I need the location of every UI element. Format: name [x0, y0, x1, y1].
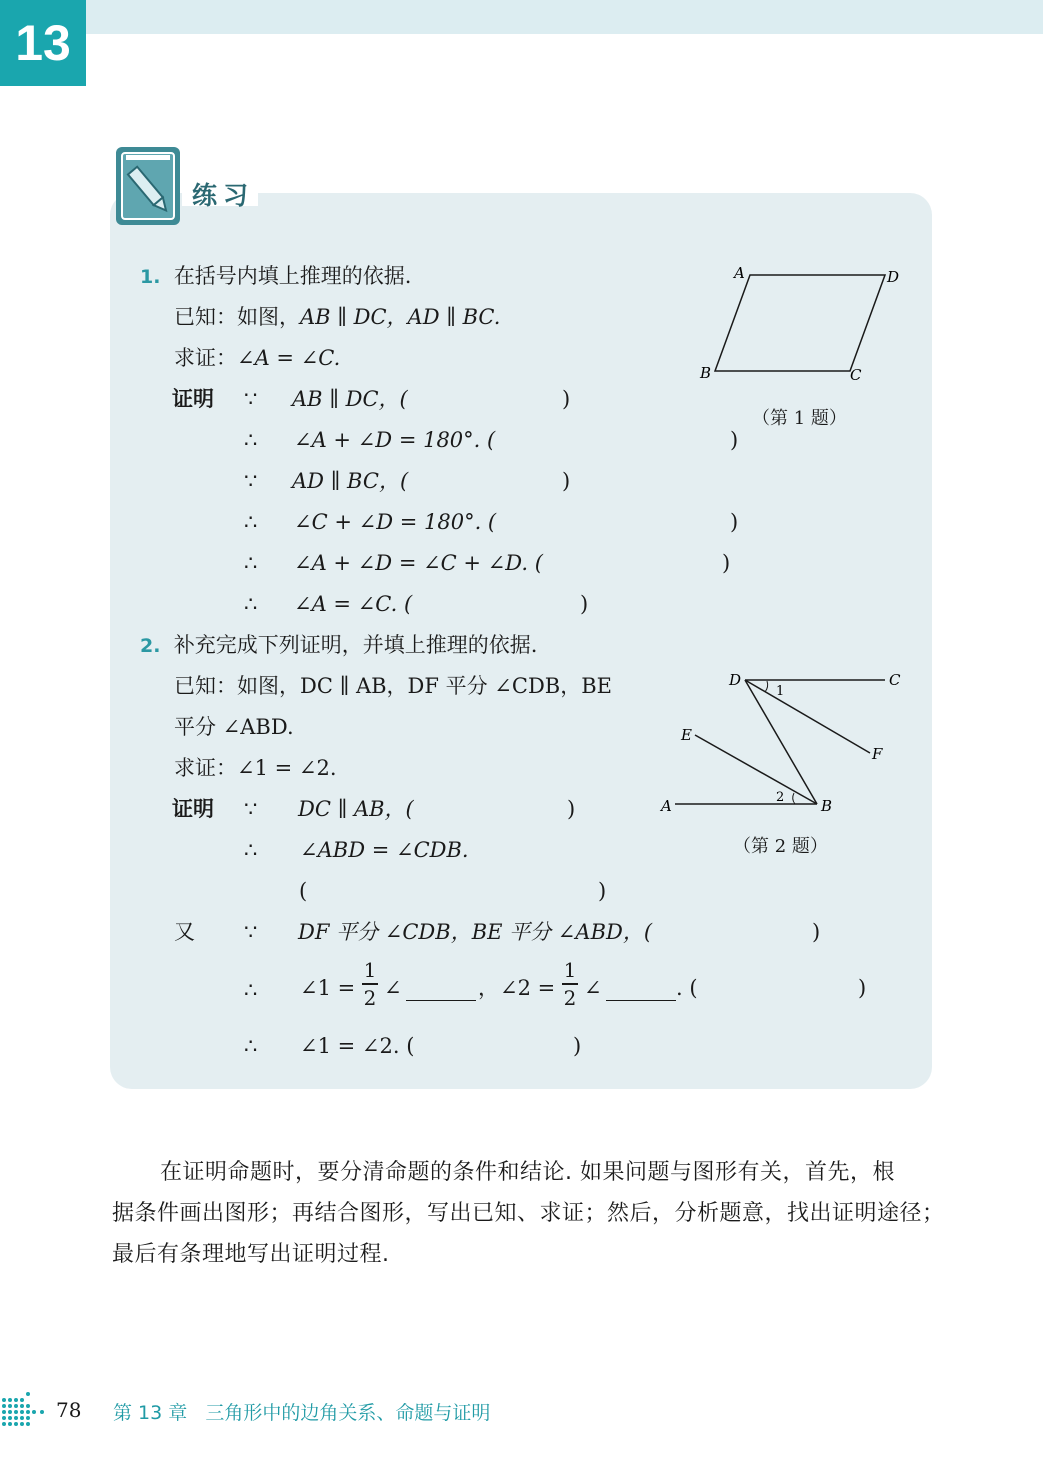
q1-because-3: ∵ — [244, 469, 258, 493]
q2-half-1-den: 2 — [363, 985, 377, 1010]
q1-number: 1. — [140, 266, 161, 288]
q2-step-1: DC ∥ AB，( — [298, 797, 414, 821]
q2-label-D: D — [729, 671, 742, 689]
q2-label-1: 1 — [776, 684, 785, 699]
q2-period-paren: . ( — [676, 976, 698, 1000]
q1-parallelogram — [715, 275, 885, 371]
q1-label-B: B — [700, 364, 712, 382]
q2-half-1-num: 1 — [363, 958, 377, 982]
q2-label-E: E — [681, 726, 692, 744]
q2-therefore-5: ∴ — [244, 978, 258, 1002]
q1-step-6: ∠A = ∠C. ( — [294, 592, 413, 616]
q1-label-D: D — [887, 268, 900, 286]
q2-therefore-6: ∴ — [244, 1034, 258, 1058]
q1-stem — [140, 264, 412, 289]
q2-half-2-num: 1 — [563, 958, 577, 982]
q2-close-6: ) — [573, 1034, 582, 1058]
q2-step-4: DF 平分 ∠CDB，BE 平分 ∠ABD，( — [298, 920, 653, 944]
pencil-notebook-icon — [114, 145, 184, 227]
paragraph-line-2: 据条件画出图形；再结合图形，写出已知、求证；然后，分析题意，找出证明途径； — [112, 1201, 945, 1226]
q1-prove — [174, 346, 340, 371]
q2-comma: ， — [478, 976, 499, 1000]
q1-step-5: ∠A + ∠D = ∠C + ∠D. ( — [294, 551, 543, 575]
q1-therefore-2: ∴ — [244, 428, 258, 452]
footer-dots-icon — [0, 1392, 48, 1428]
q2-line-DF — [745, 680, 870, 753]
q2-because-1: ∵ — [244, 797, 258, 821]
q2-given-line2: 平分 ∠ABD. — [174, 715, 294, 739]
q2-angle-sym-1: ∠ — [384, 976, 402, 1000]
q1-therefore-5: ∴ — [244, 551, 258, 575]
q2-given-line1: 已知：如图，DC ∥ AB，DF 平分 ∠CDB，BE — [174, 674, 613, 698]
q1-close-4: ) — [730, 510, 739, 534]
q1-close-5: ) — [722, 551, 731, 575]
q1-step-3: AD ∥ BC，( — [292, 469, 409, 493]
q1-because-1: ∵ — [244, 387, 258, 411]
q2-therefore-2: ∴ — [244, 838, 258, 862]
q1-given-expr: AB ∥ DC，AD ∥ BC. — [300, 305, 501, 329]
paragraph-line-1: 在证明命题时，要分清命题的条件和结论. 如果问题与图形有关，首先，根 — [160, 1160, 895, 1185]
q2-figure — [655, 665, 910, 825]
q1-parallelogram-figure — [690, 260, 920, 390]
q2-label-B: B — [821, 797, 833, 815]
q2-stem-text: 补充完成下列证明，并填上推理的依据. — [173, 633, 538, 657]
q2-stem — [140, 633, 538, 658]
q1-proof-label: 证明 — [172, 387, 214, 411]
q2-number: 2. — [140, 635, 161, 657]
q1-therefore-6: ∴ — [244, 592, 258, 616]
q1-given — [174, 305, 500, 330]
q2-also: 又 — [174, 920, 195, 944]
q2-proof-label: 证明 — [172, 797, 214, 821]
q2-line-BE — [695, 735, 817, 804]
q1-step-2: ∠A + ∠D = 180°. ( — [294, 428, 496, 452]
q2-half-2-bar — [562, 983, 578, 985]
q1-step-1: AB ∥ DC，( — [292, 387, 408, 411]
q2-label-2: 2 — [776, 790, 785, 805]
q1-prove-label: 求证： — [174, 346, 237, 370]
page-number: 78 — [56, 1398, 82, 1422]
q2-prove: 求证：∠1 = ∠2. — [174, 756, 337, 780]
q2-label-F: F — [872, 745, 883, 763]
q2-blank-1[interactable] — [406, 1000, 476, 1001]
q2-close-5: ) — [858, 976, 867, 1000]
q2-close-3: ) — [598, 879, 607, 903]
q2-half-1-bar — [362, 983, 378, 985]
q1-step-4: ∠C + ∠D = 180°. ( — [294, 510, 497, 534]
q2-blank-2[interactable] — [606, 1000, 676, 1001]
q2-label-A: A — [661, 797, 672, 815]
q2-step-3-open: ( — [299, 879, 308, 903]
q1-prove-expr: ∠A = ∠C. — [237, 346, 341, 370]
q2-step-2: ∠ABD = ∠CDB. — [300, 838, 469, 862]
q2-caption: （第 2 题） — [733, 836, 828, 857]
q2-angle-sym-2: ∠ — [584, 976, 602, 1000]
q2-angle2-eq: ∠2 = — [500, 976, 556, 1000]
chapter-number-tab: 13 — [0, 0, 86, 86]
q2-close-1: ) — [567, 797, 576, 821]
q1-stem-text: 在括号内填上推理的依据. — [173, 264, 412, 288]
q2-angle-arc-1 — [765, 681, 768, 692]
footer-chapter-title: 第 13 章 三角形中的边角关系、命题与证明 — [113, 1402, 491, 1424]
q1-label-C: C — [850, 366, 862, 384]
q2-label-C: C — [889, 671, 901, 689]
q1-close-2: ) — [730, 428, 739, 452]
q2-because-4: ∵ — [244, 920, 258, 944]
q1-given-label: 已知：如图， — [174, 305, 300, 329]
q2-half-1 — [362, 960, 378, 1008]
q1-close-3: ) — [562, 469, 571, 493]
exercise-title: 练习 — [192, 181, 255, 210]
q2-half-2 — [562, 960, 578, 1008]
q2-angle-arc-2 — [793, 793, 795, 804]
q2-angle1-eq: ∠1 = — [300, 976, 356, 1000]
q1-close-1: ) — [562, 387, 571, 411]
paragraph-line-3: 最后有条理地写出证明过程. — [112, 1242, 390, 1267]
q1-label-A: A — [734, 264, 745, 282]
q2-step-6: ∠1 = ∠2. ( — [300, 1034, 415, 1058]
q1-therefore-4: ∴ — [244, 510, 258, 534]
q1-close-6: ) — [580, 592, 589, 616]
q2-half-2-den: 2 — [563, 985, 577, 1010]
q2-close-4: ) — [812, 920, 821, 944]
q1-caption: （第 1 题） — [752, 408, 847, 429]
top-header-band — [0, 0, 1043, 34]
